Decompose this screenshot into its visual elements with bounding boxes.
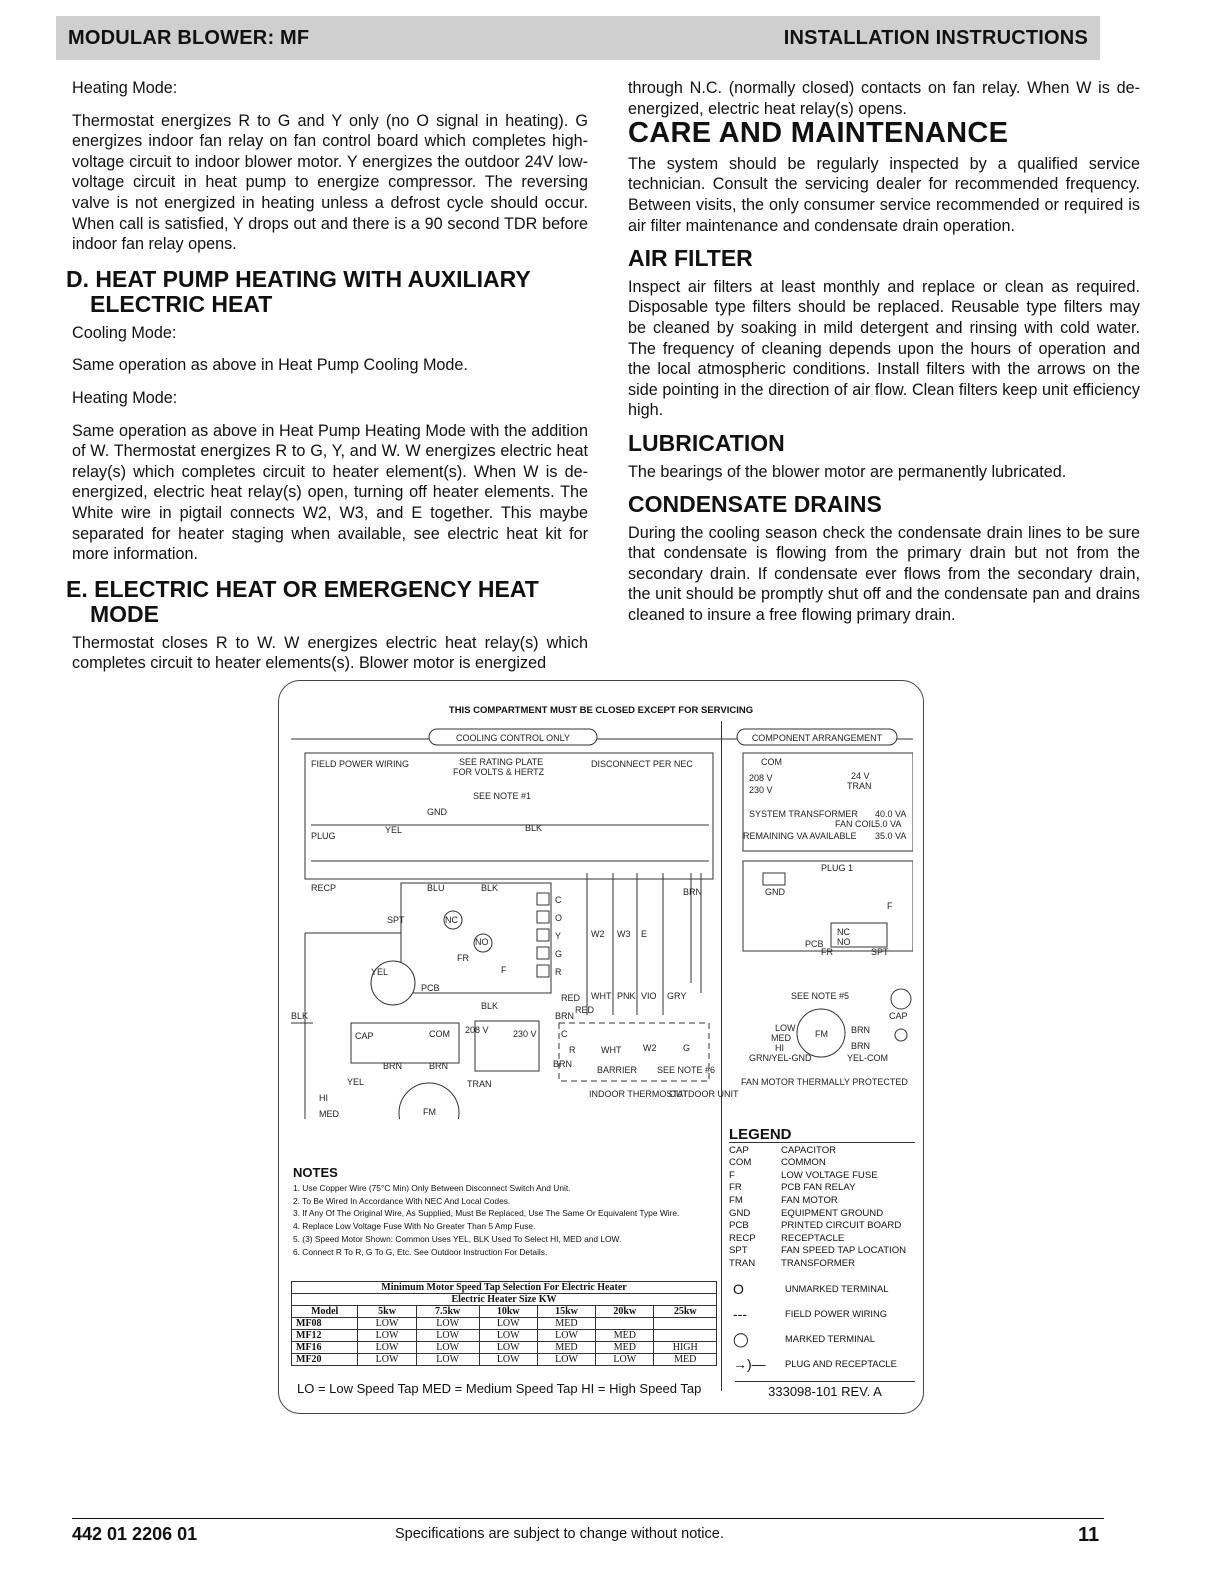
spt-label: SPT xyxy=(387,915,405,925)
wire-pnk: PNK xyxy=(617,991,636,1001)
legend-symbol-desc: PLUG AND RECEPTACLE xyxy=(785,1357,897,1369)
w2-label: W2 xyxy=(643,1043,657,1053)
table-cell: LOW xyxy=(537,1330,595,1342)
wire-w2: W2 xyxy=(591,929,605,939)
legend-symbol-desc: MARKED TERMINAL xyxy=(785,1332,875,1344)
fm-label: FM xyxy=(423,1107,436,1117)
legend-desc: COMMON xyxy=(781,1157,826,1169)
continued-text: through N.C. (normally closed) contacts on fan relay. When W is de-energized, electric heat relay(s) opens. xyxy=(628,79,1140,118)
note-1: 1. Use Copper Wire (75°C Min) Only Between Disconnect Switch And Unit. xyxy=(293,1182,571,1193)
plug-receptacle-icon: →)— xyxy=(733,1355,766,1372)
table-row xyxy=(292,1330,717,1342)
blk-label: BLK xyxy=(525,823,543,833)
section-e-text: Thermostat closes R to W. W energizes electric heat relay(s) which completes circuit to heater elements(s). Blower motor is energized xyxy=(72,633,588,673)
table-cell: LOW xyxy=(537,1354,595,1366)
tstat-label-r: R xyxy=(555,967,562,977)
f-label: F xyxy=(501,965,507,975)
table-title: Minimum Motor Speed Tap Selection For Electric Heater xyxy=(292,1282,717,1294)
left-column xyxy=(66,78,588,686)
tstat-label-c: C xyxy=(555,895,562,905)
wire-brn-1: BRN xyxy=(555,1011,575,1021)
table-cell xyxy=(654,1330,717,1342)
legend-symbol-row xyxy=(729,1327,915,1352)
legend-desc: PCB FAN RELAY xyxy=(781,1182,856,1194)
field-wiring-icon: --- xyxy=(733,1305,747,1322)
legend-abbr: PCB xyxy=(729,1220,749,1232)
legend-row xyxy=(729,1208,915,1221)
legend-desc: FAN SPEED TAP LOCATION xyxy=(781,1245,907,1257)
lubrication-heading: LUBRICATION xyxy=(628,429,785,456)
legend-desc: TRANSFORMER xyxy=(781,1257,856,1269)
wire-wht: WHT xyxy=(591,991,612,1001)
blk-label-2: BLK xyxy=(481,883,499,893)
table-cell: LOW xyxy=(358,1318,416,1330)
volts-hertz-label: FOR VOLTS & HERTZ xyxy=(453,767,545,777)
legend-block xyxy=(729,1126,915,1377)
table-cell: HIGH xyxy=(654,1342,717,1354)
notes-title: NOTES xyxy=(293,1165,338,1180)
pcb-label: PCB xyxy=(421,983,440,993)
cooling-mode-text: Same operation as above in Heat Pump Cooling Mode. xyxy=(72,356,468,375)
lubrication-text: The bearings of the blower motor are permanently lubricated. xyxy=(628,462,1067,481)
grnyel-gnd-label: GRN/YEL-GND xyxy=(749,1053,812,1063)
yel-label-3: YEL xyxy=(347,1077,365,1087)
legend-row xyxy=(729,1258,915,1271)
care-text: The system should be regularly inspected by a qualified service technician. Consult the servicing dealer for recommended frequency. Between visits, the only consumer service recommended or required is air filter maintenance and condensate drain operation. xyxy=(628,154,1140,235)
fan-coil-label: FAN COIL xyxy=(835,819,877,829)
fan-coil-val: 5.0 VA xyxy=(875,819,902,829)
table-cell: MED xyxy=(654,1354,717,1366)
ca-nc-label: NC xyxy=(837,927,850,937)
ca-f-label: F xyxy=(887,901,893,911)
table-cell: LOW xyxy=(479,1342,537,1354)
yelcom-label: YEL-COM xyxy=(847,1053,889,1063)
table-cell: MF08 xyxy=(292,1318,358,1330)
legend-symbol-row xyxy=(729,1277,915,1302)
ca-brn-1-label: BRN xyxy=(851,1025,871,1035)
condensate-heading: CONDENSATE DRAINS xyxy=(628,491,882,518)
table-cell: MED xyxy=(596,1330,654,1342)
ca-gnd-label: GND xyxy=(765,887,785,897)
footer-doc-number: 442 01 2206 01 xyxy=(72,1524,198,1544)
wire-vio: VIO xyxy=(641,991,657,1001)
outdoor-unit-label: OUTDOOR UNIT xyxy=(669,1089,739,1099)
component-arrangement-label: COMPONENT ARRANGEMENT xyxy=(751,733,883,743)
footer-rule xyxy=(72,1518,1104,1519)
cap-label: CAP xyxy=(355,1031,374,1041)
table-cell: MED xyxy=(537,1318,595,1330)
table-head-cell: 10kw xyxy=(479,1306,537,1318)
table-cell: MF12 xyxy=(292,1330,358,1342)
208v-label: 208 V xyxy=(465,1025,489,1035)
field-power-label: FIELD POWER WIRING xyxy=(311,759,410,769)
legend-row xyxy=(729,1220,915,1233)
table-cell xyxy=(596,1318,654,1330)
legend-row xyxy=(729,1170,915,1183)
legend-symbol-desc: FIELD POWER WIRING xyxy=(785,1307,888,1319)
table-cell: LOW xyxy=(416,1342,479,1354)
table-head-cell: 20kw xyxy=(596,1306,654,1318)
condensate-text: During the cooling season check the condensate drain lines to be sure that condensate is flowing from the primary drain but not from the secondary drain. If condensate ever flows from the secondary drain, the unit should be promptly shut off and the condensate pan and drains cleaned to insure a free flowing primary drain. xyxy=(628,523,1140,625)
ca-cap-label: CAP xyxy=(889,1011,908,1021)
table-cell: LOW xyxy=(479,1330,537,1342)
page-header xyxy=(56,16,1100,60)
barrier-label: BARRIER xyxy=(597,1065,638,1075)
g-label: G xyxy=(683,1043,691,1053)
note-6: 6. Connect R To R, G To G, Etc. See Outdoor Instruction For Details. xyxy=(293,1246,548,1257)
ca-fr-label: FR xyxy=(821,947,833,957)
ca-tran-label: TRAN xyxy=(847,781,872,791)
plug-label: PLUG xyxy=(311,831,336,841)
table-head-cell: 7.5kw xyxy=(416,1306,479,1318)
legend-abbr: SPT xyxy=(729,1245,748,1257)
wire-w3: W3 xyxy=(617,929,631,939)
wire-red-2: RED xyxy=(575,1005,595,1015)
legend-abbr: GND xyxy=(729,1207,751,1219)
plug1-label: PLUG 1 xyxy=(821,863,854,873)
fr-label: FR xyxy=(457,953,469,963)
cooling-control-label: COOLING CONTROL ONLY xyxy=(455,733,571,743)
gnd-label: GND xyxy=(427,807,447,817)
blk-label-4: BLK xyxy=(291,1011,309,1021)
ca-fm-label: FM xyxy=(815,1029,828,1039)
yel-label-2: YEL xyxy=(371,967,389,977)
rating-plate-label: SEE RATING PLATE xyxy=(459,757,544,767)
speed-tap-footnote: LO = Low Speed Tap MED = Medium Speed Tap HI = High Speed Tap xyxy=(297,1381,702,1396)
table-cell: LOW xyxy=(416,1330,479,1342)
disconnect-label: DISCONNECT PER NEC xyxy=(591,759,693,769)
legend-symbol-desc: UNMARKED TERMINAL xyxy=(785,1282,889,1294)
wht-label: WHT xyxy=(601,1045,622,1055)
brn-label-3: BRN xyxy=(429,1061,449,1071)
ca-com-label: COM xyxy=(761,757,782,767)
table-head-cell: 25kw xyxy=(654,1306,717,1318)
ca-brn-2-label: BRN xyxy=(851,1041,871,1051)
legend-row xyxy=(729,1245,915,1258)
table-header-row xyxy=(292,1306,717,1318)
note-3: 3. If Any Of The Original Wire, As Supplied, Must Be Replaced, Use The Same Or Equivalent Type Wire. xyxy=(293,1208,680,1219)
marked-terminal-icon: ◯ xyxy=(733,1330,749,1347)
table-cell: MF16 xyxy=(292,1342,358,1354)
r-label: R xyxy=(569,1045,576,1055)
ca-med-label: MED xyxy=(771,1033,791,1043)
legend-row xyxy=(729,1182,915,1195)
legend-row xyxy=(729,1145,915,1158)
footer-page-number: 11 xyxy=(1078,1524,1100,1546)
table-cell: LOW xyxy=(416,1318,479,1330)
header-left: MODULAR BLOWER: MF xyxy=(68,26,310,49)
schematic-svg xyxy=(291,723,913,1119)
table-cell: MED xyxy=(596,1342,654,1354)
section-e-heading: E. ELECTRIC HEAT OR EMERGENCY HEAT MODE xyxy=(66,575,539,627)
low-label: LOW xyxy=(775,1023,796,1033)
230v-label: 230 V xyxy=(513,1029,537,1039)
legend-desc: RECEPTACLE xyxy=(781,1232,845,1244)
remaining-label: REMAINING VA AVAILABLE xyxy=(743,831,857,841)
wire-brn-2: BRN xyxy=(553,1059,573,1069)
nc-label: NC xyxy=(445,915,458,925)
table-head-cell: 15kw xyxy=(537,1306,595,1318)
table-cell: LOW xyxy=(479,1354,537,1366)
cooling-mode-label: Cooling Mode: xyxy=(72,323,177,342)
table-head-cell: 5kw xyxy=(358,1306,416,1318)
blu-label: BLU xyxy=(427,883,445,893)
remaining-val: 35.0 VA xyxy=(875,831,907,841)
table-row xyxy=(292,1354,717,1366)
table-cell: LOW xyxy=(596,1354,654,1366)
compartment-warning: THIS COMPARTMENT MUST BE CLOSED EXCEPT FOR SERVICING xyxy=(448,705,754,716)
legend-symbol-row xyxy=(729,1302,915,1327)
notes-block xyxy=(293,1167,723,1259)
legend-desc: LOW VOLTAGE FUSE xyxy=(781,1169,878,1181)
brn-label-2: BRN xyxy=(383,1061,403,1071)
air-filter-text: Inspect air filters at least monthly and replace or clean as required. Disposable type filters should be replaced. Reusable type filters may be cleaned by soaking in mild detergent and rinsing with cold water. The frequency of cleaning depends upon the hours of operation and the local atmospheric conditions. Install filters with the arrows on the side pointing in the direction of air flow. Clean filters keep unit efficiency high. xyxy=(628,277,1140,420)
heating-mode-text: Thermostat energizes R to G and Y only (no O signal in heating). G energizes indoor fan relay on fan control board which completes high-voltage circuit to indoor blower motor. Y energizes the outdoor 24V low-voltage circuit in heat pump to energize compressor. The reversing valve is not energized in heating unless a defrost cycle should occur. When call is satisfied, Y drops out and there is a 90 second TDR before indoor fan relay opens. xyxy=(72,111,588,254)
legend-abbr: COM xyxy=(729,1157,752,1169)
speed-tap-table xyxy=(291,1281,717,1366)
legend-desc: FAN MOTOR xyxy=(781,1194,838,1206)
legend-desc: CAPACITOR xyxy=(781,1144,837,1156)
table-cell: LOW xyxy=(358,1342,416,1354)
note-5: 5. (3) Speed Motor Shown: Common Uses YEL, BLK Used To Select HI, MED and LOW. xyxy=(293,1233,622,1244)
table-cell: MF20 xyxy=(292,1354,358,1366)
legend-abbr: FM xyxy=(729,1194,743,1206)
table-cell: MED xyxy=(537,1342,595,1354)
fan-motor-protected-label: FAN MOTOR THERMALLY PROTECTED xyxy=(741,1077,908,1087)
schematic xyxy=(291,723,913,1119)
table-cell: LOW xyxy=(416,1354,479,1366)
ca-no-label: NO xyxy=(837,937,851,947)
heating-mode-text-2: Same operation as above in Heat Pump Heating Mode with the addition of W. Thermostat energizes R to G, Y, and W. W energizes electric heat relay(s) which completes circuit to heater element(s). When W is de-energized, electric heat relay(s) open, turning off heater elements. The White wire in pigtail connects W2, W3, and E together. This maybe separated for heater staging when available, see electric heat kit for more information. xyxy=(72,421,588,564)
table-head-cell: Model xyxy=(292,1306,358,1318)
ca-spt-label: SPT xyxy=(871,947,889,957)
legend-abbr: FR xyxy=(729,1182,742,1194)
legend-row xyxy=(729,1233,915,1246)
sys-transformer-val: 40.0 VA xyxy=(875,809,907,819)
tran-label: TRAN xyxy=(467,1079,492,1089)
see-note1-label: SEE NOTE #1 xyxy=(473,791,532,801)
wire-e: E xyxy=(641,929,648,939)
tstat-label-o: O xyxy=(555,913,563,923)
hi-label: HI xyxy=(319,1093,328,1103)
med-label: MED xyxy=(319,1109,339,1119)
wire-gry: GRY xyxy=(667,991,687,1001)
ca-230-label: 230 V xyxy=(749,785,773,795)
brn-label: BRN xyxy=(683,887,703,897)
no-label: NO xyxy=(475,937,489,947)
table-row xyxy=(292,1342,717,1354)
legend-abbr: RECP xyxy=(729,1232,756,1244)
section-d-heading: D. HEAT PUMP HEATING WITH AUXILIARY ELECTRIC HEAT xyxy=(66,265,531,317)
tstat-label-g: G xyxy=(555,949,563,959)
table-cell: LOW xyxy=(479,1318,537,1330)
yel-label: YEL xyxy=(385,825,403,835)
legend-desc: PRINTED CIRCUIT BOARD xyxy=(781,1220,902,1232)
table-cell: LOW xyxy=(358,1330,416,1342)
legend-symbol-row xyxy=(729,1352,915,1377)
part-number: 333098-101 REV. A xyxy=(735,1381,915,1399)
ca-pcb-label: PCB xyxy=(805,939,824,949)
com-label: COM xyxy=(429,1029,450,1039)
legend-row xyxy=(729,1157,915,1170)
sys-transformer-label: SYSTEM TRANSFORMER xyxy=(749,809,858,819)
wiring-diagram xyxy=(278,680,924,1414)
legend-abbr: TRAN xyxy=(729,1257,756,1269)
air-filter-heading: AIR FILTER xyxy=(628,245,753,272)
heating-mode-label-2: Heating Mode: xyxy=(72,388,178,407)
heating-mode-label: Heating Mode: xyxy=(72,79,178,97)
legend-title: LEGEND xyxy=(729,1129,915,1143)
legend-abbr: F xyxy=(729,1169,735,1181)
note-4: 4. Replace Low Voltage Fuse With No Greater Than 5 Amp Fuse. xyxy=(293,1221,536,1232)
see-note5-label: SEE NOTE #5 xyxy=(791,991,850,1001)
ca-hi-label: HI xyxy=(775,1043,784,1053)
table-subtitle: Electric Heater Size KW xyxy=(292,1294,717,1306)
recp-label: RECP xyxy=(311,883,337,893)
see-note6-label: SEE NOTE #6 xyxy=(657,1065,716,1075)
legend-desc: EQUIPMENT GROUND xyxy=(781,1207,884,1219)
header-right: INSTALLATION INSTRUCTIONS xyxy=(783,26,1088,49)
indoor-thermostat-label: INDOOR THERMOSTAT xyxy=(589,1089,688,1099)
ca-208-label: 208 V xyxy=(749,773,773,783)
c-label: C xyxy=(561,1029,568,1039)
table-row xyxy=(292,1318,717,1330)
care-heading: CARE AND MAINTENANCE xyxy=(628,117,1009,150)
ca-24v-label: 24 V xyxy=(851,771,870,781)
legend-row xyxy=(729,1195,915,1208)
note-2: 2. To Be Wired In Accordance With NEC And Local Codes. xyxy=(293,1195,511,1206)
tstat-label-y: Y xyxy=(555,931,562,941)
table-cell: LOW xyxy=(358,1354,416,1366)
table-cell xyxy=(654,1318,717,1330)
footer-notice: Specifications are subject to change without notice. xyxy=(395,1526,724,1542)
unmarked-terminal-icon: O xyxy=(733,1280,744,1297)
right-column xyxy=(628,78,1140,638)
wire-red-1: RED xyxy=(561,993,581,1003)
blk-label-3: BLK xyxy=(481,1001,499,1011)
legend-abbr: CAP xyxy=(729,1144,749,1156)
